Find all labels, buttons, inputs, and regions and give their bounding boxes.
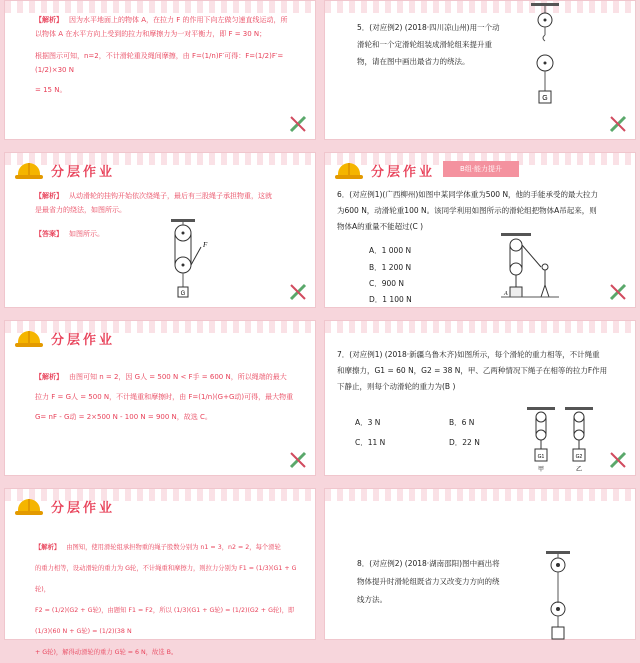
force-label: F [203, 241, 208, 249]
question-line-2: 滑轮和一个定滑轮组装成滑轮组来提升重 [357, 40, 492, 49]
analysis-line-4: = 15 N。 [35, 86, 67, 94]
ruler-pencil-icon [609, 115, 627, 133]
ruler-pencil-icon [289, 283, 307, 301]
slide-7 [4, 488, 316, 656]
question-line-3: 物体A的重量不能超过(C ) [337, 222, 424, 231]
analysis-line-2: 是最省力的绕法，如图所示。 [35, 206, 126, 214]
analysis-text [35, 367, 311, 427]
helmet-icon [15, 161, 43, 179]
question-8 [357, 555, 547, 609]
question-line-1: 7．(对应例1) (2018·新疆乌鲁木齐)如图所示，每个滑轮的重力相等，不计绳重 [337, 350, 600, 359]
analysis-tag: 【解析】 [35, 373, 63, 381]
weight-label: G [180, 291, 186, 297]
section-title: 分层作业 [371, 164, 436, 180]
object-label: A [504, 291, 508, 297]
question-line-1: 8．(对应例2) (2018·湖南邵阳)图中画出将 [357, 559, 500, 568]
slide-2 [324, 0, 636, 140]
analysis-line-3: 根据图示可知，n=2，不计滑轮重及绳间摩擦，由 F=(1/n)F′可得：F=(1/2)F′=(1/2)×30 N [35, 52, 284, 74]
question-line-1: 5．(对应例2) (2018·四川凉山州)用一个动 [357, 23, 500, 32]
analysis-tag: 【解析】 [35, 192, 63, 200]
option-c: C．11 N [355, 438, 386, 447]
pulley-diagram [525, 3, 565, 113]
analysis-line-2: 以物体 A 在水平方向上受到的拉力和摩擦力为一对平衡力，即 F = 30 N； [35, 30, 267, 38]
label-jia: 甲 [537, 466, 545, 473]
ruler-pencil-icon [289, 115, 307, 133]
section-title: 分层作业 [51, 164, 116, 180]
question-line-2: 物体提升时滑轮组既省力又改变力方向的绕 [357, 577, 500, 586]
question-line-3: 线方法。 [357, 595, 387, 604]
question-line-3: 物，请在图中画出最省力的绕法。 [357, 57, 470, 66]
pulley-diagram [543, 551, 573, 641]
analysis-line-1: 从动滑轮的挂钩开始依次绕绳子，最后有三股绳子承担物重，这就 [69, 192, 272, 200]
slide-8 [324, 488, 636, 640]
level-badge: B组·能力提升 [443, 161, 519, 177]
label-yi: 乙 [575, 466, 583, 473]
analysis-text [35, 13, 305, 97]
analysis-line-1: 由图知，使用滑轮组承担物重的绳子股数分别为 n1 = 3，n2 = 2，每个滑轮 [66, 544, 281, 551]
answer-tag: 【答案】 [35, 230, 63, 238]
section-header [335, 157, 435, 183]
option-a: A．3 N [355, 418, 381, 427]
section-title: 分层作业 [51, 500, 116, 516]
question-6 [337, 187, 629, 235]
analysis-tag: 【解析】 [35, 16, 63, 24]
slide-4 [324, 152, 636, 308]
analysis-line-1: 由图可知 n = 2，因 G人 = 500 N < F手 = 600 N，所以绳端的最大 [69, 373, 287, 381]
analysis-line-2: 拉力 F = G人 = 500 N，不计绳重和摩擦时，由 F=(1/n)(G+G动)可得，最大物重 [35, 393, 294, 401]
ruler-pencil-icon [609, 451, 627, 469]
pulley-person-diagram [501, 233, 561, 305]
weight-label: G [542, 95, 548, 102]
option-b: B．1 200 N [369, 263, 412, 272]
slide-1 [4, 0, 316, 140]
pulley-answer-diagram [163, 219, 213, 303]
option-b: B．6 N [449, 418, 475, 427]
analysis-text [35, 537, 311, 663]
question-line-1: 6．(对应例1)(广西柳州)如图中某同学体重为500 N，他的手能承受的最大拉力 [337, 190, 599, 199]
slide-5 [4, 320, 316, 476]
analysis-tag: 【解析】 [35, 544, 61, 551]
helmet-icon [15, 497, 43, 515]
label-g1: G1 [537, 454, 545, 460]
ruler-pencil-icon [289, 451, 307, 469]
two-pulley-systems-diagram [525, 407, 599, 477]
helmet-icon [335, 161, 363, 179]
helmet-icon [15, 329, 43, 347]
question-line-2: 为600 N，动滑轮重100 N。该同学利用如图所示的滑轮组把物体A吊起来，则 [337, 206, 597, 215]
section-header [15, 493, 115, 519]
analysis-line-4: + G轮)，解得动滑轮的重力 G轮 = 6 N，故选 B。 [35, 649, 178, 656]
slide-6 [324, 320, 636, 476]
question-7 [337, 347, 629, 395]
option-a: A．1 000 N [369, 246, 412, 255]
analysis-line-1: 因为水平地面上的物体 A，在拉力 F 的作用下向左做匀速直线运动，所 [69, 16, 288, 24]
option-c: C．900 N [369, 279, 405, 288]
analysis-line-2: 的重力相等，设动滑轮的重力为 G轮，不计绳重和摩擦力，则拉力分别为 F1 = (1/3)(G1 + G轮)， [35, 565, 297, 593]
option-d: D．1 100 N [369, 295, 412, 304]
question-line-3: 下静止，则每个动滑轮的重力为(B ) [337, 382, 456, 391]
question-5 [357, 19, 537, 70]
label-g2: G2 [575, 454, 583, 460]
section-title: 分层作业 [51, 332, 116, 348]
analysis-line-3: G= nF - G动 = 2×500 N - 100 N = 900 N，故选 C。 [35, 413, 212, 421]
ruler-pencil-icon [609, 283, 627, 301]
slide-3 [4, 152, 316, 308]
option-d: D．22 N [449, 438, 480, 447]
answer-text: 如图所示。 [69, 230, 104, 238]
section-header [15, 325, 115, 351]
section-header [15, 157, 115, 183]
question-line-2: 和摩擦力，G1 = 60 N，G2 = 38 N，甲、乙两种情况下绳子在相等的拉力F作用 [337, 366, 608, 375]
analysis-line-3: F2 = (1/2)(G2 + G轮)，由题知 F1 = F2，所以 (1/3)(G1 + G轮) = (1/2)(G2 + G轮)，即 (1/3)(60 N + G轮) = (1/2)(38 N [35, 607, 295, 635]
